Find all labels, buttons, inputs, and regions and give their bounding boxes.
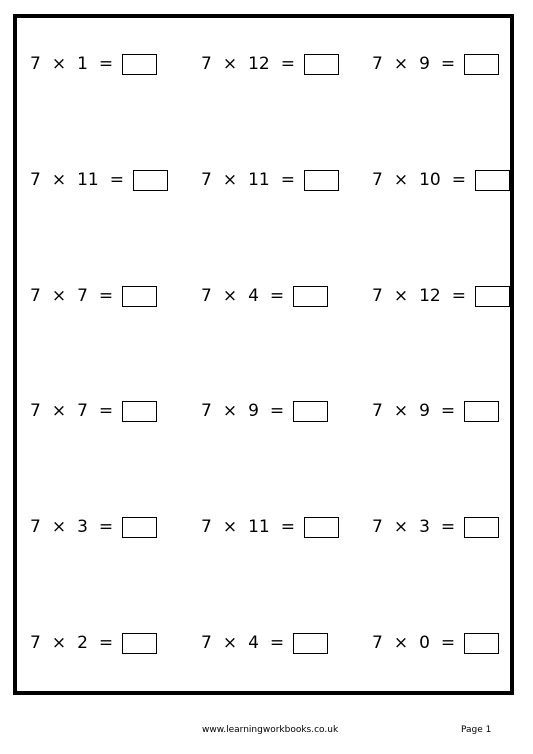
times-sign: × — [51, 633, 67, 653]
answer-box[interactable] — [122, 286, 157, 307]
multiplier: 4 — [248, 633, 259, 653]
times-sign: × — [393, 54, 409, 74]
multiplicand: 7 — [372, 286, 383, 306]
multiplicand: 7 — [201, 286, 212, 306]
times-sign: × — [222, 286, 238, 306]
multiplier: 3 — [77, 517, 88, 537]
multiplicand: 7 — [372, 633, 383, 653]
answer-box[interactable] — [293, 401, 328, 422]
multiplier: 4 — [248, 286, 259, 306]
equals-sign: = — [451, 286, 466, 306]
equals-sign: = — [280, 170, 295, 190]
multiplicand: 7 — [201, 517, 212, 537]
multiplicand: 7 — [201, 401, 212, 421]
times-sign: × — [393, 517, 409, 537]
page-number: Page 1 — [461, 725, 492, 735]
multiplicand: 7 — [30, 517, 41, 537]
multiplier: 9 — [419, 54, 430, 74]
equals-sign: = — [269, 633, 285, 653]
problem — [372, 52, 499, 76]
times-sign: × — [222, 401, 238, 421]
answer-box[interactable] — [293, 633, 328, 654]
multiplier: 11 — [248, 517, 270, 537]
answer-box[interactable] — [122, 401, 157, 422]
multiplicand: 7 — [30, 633, 41, 653]
problem — [30, 284, 157, 308]
multiplicand: 7 — [30, 54, 41, 74]
equals-sign: = — [280, 517, 295, 537]
problem — [30, 631, 157, 655]
problem — [201, 631, 328, 655]
problem — [201, 284, 328, 308]
equals-sign: = — [269, 286, 285, 306]
times-sign: × — [51, 517, 67, 537]
multiplier: 12 — [419, 286, 441, 306]
multiplier: 9 — [419, 401, 430, 421]
problem — [201, 168, 339, 192]
equals-sign: = — [109, 170, 124, 190]
equals-sign: = — [98, 286, 114, 306]
times-sign: × — [393, 170, 409, 190]
equals-sign: = — [98, 401, 114, 421]
multiplier: 2 — [77, 633, 88, 653]
times-sign: × — [393, 633, 409, 653]
problem — [372, 284, 510, 308]
website-footer: www.learningworkbooks.co.uk — [202, 725, 339, 735]
answer-box[interactable] — [293, 286, 328, 307]
answer-box[interactable] — [304, 517, 339, 538]
times-sign: × — [222, 54, 238, 74]
times-sign: × — [51, 54, 67, 74]
worksheet-border — [13, 14, 514, 695]
times-sign: × — [393, 401, 409, 421]
problem — [30, 399, 157, 423]
answer-box[interactable] — [122, 633, 157, 654]
multiplicand: 7 — [201, 54, 212, 74]
problem — [30, 52, 157, 76]
problem — [372, 515, 499, 539]
equals-sign: = — [269, 401, 285, 421]
answer-box[interactable] — [133, 170, 168, 191]
multiplicand: 7 — [30, 286, 41, 306]
multiplier: 0 — [419, 633, 430, 653]
multiplicand: 7 — [201, 633, 212, 653]
multiplier: 11 — [248, 170, 270, 190]
times-sign: × — [51, 170, 67, 190]
answer-box[interactable] — [464, 401, 499, 422]
equals-sign: = — [98, 54, 114, 74]
problem — [201, 52, 339, 76]
multiplicand: 7 — [30, 401, 41, 421]
answer-box[interactable] — [475, 286, 510, 307]
equals-sign: = — [98, 633, 114, 653]
times-sign: × — [222, 633, 238, 653]
multiplicand: 7 — [372, 170, 383, 190]
equals-sign: = — [98, 517, 114, 537]
times-sign: × — [393, 286, 409, 306]
equals-sign: = — [451, 170, 466, 190]
answer-box[interactable] — [464, 54, 499, 75]
answer-box[interactable] — [464, 517, 499, 538]
answer-box[interactable] — [122, 54, 157, 75]
multiplicand: 7 — [372, 517, 383, 537]
problem — [201, 399, 328, 423]
answer-box[interactable] — [304, 54, 339, 75]
times-sign: × — [222, 517, 238, 537]
answer-box[interactable] — [122, 517, 157, 538]
multiplier: 7 — [77, 401, 88, 421]
multiplicand: 7 — [201, 170, 212, 190]
equals-sign: = — [440, 517, 456, 537]
multiplier: 9 — [248, 401, 259, 421]
multiplicand: 7 — [30, 170, 41, 190]
equals-sign: = — [440, 401, 456, 421]
problem — [30, 168, 168, 192]
multiplier: 7 — [77, 286, 88, 306]
equals-sign: = — [440, 633, 456, 653]
multiplier: 3 — [419, 517, 430, 537]
times-sign: × — [51, 401, 67, 421]
multiplier: 1 — [77, 54, 88, 74]
multiplicand: 7 — [372, 401, 383, 421]
problem — [372, 168, 510, 192]
multiplicand: 7 — [372, 54, 383, 74]
multiplier: 11 — [77, 170, 99, 190]
problem — [201, 515, 339, 539]
equals-sign: = — [280, 54, 295, 74]
answer-box[interactable] — [464, 633, 499, 654]
problem — [372, 631, 499, 655]
problem — [372, 399, 499, 423]
equals-sign: = — [440, 54, 456, 74]
times-sign: × — [51, 286, 67, 306]
multiplier: 10 — [419, 170, 441, 190]
problem — [30, 515, 157, 539]
multiplier: 12 — [248, 54, 270, 74]
times-sign: × — [222, 170, 238, 190]
answer-box[interactable] — [304, 170, 339, 191]
answer-box[interactable] — [475, 170, 510, 191]
